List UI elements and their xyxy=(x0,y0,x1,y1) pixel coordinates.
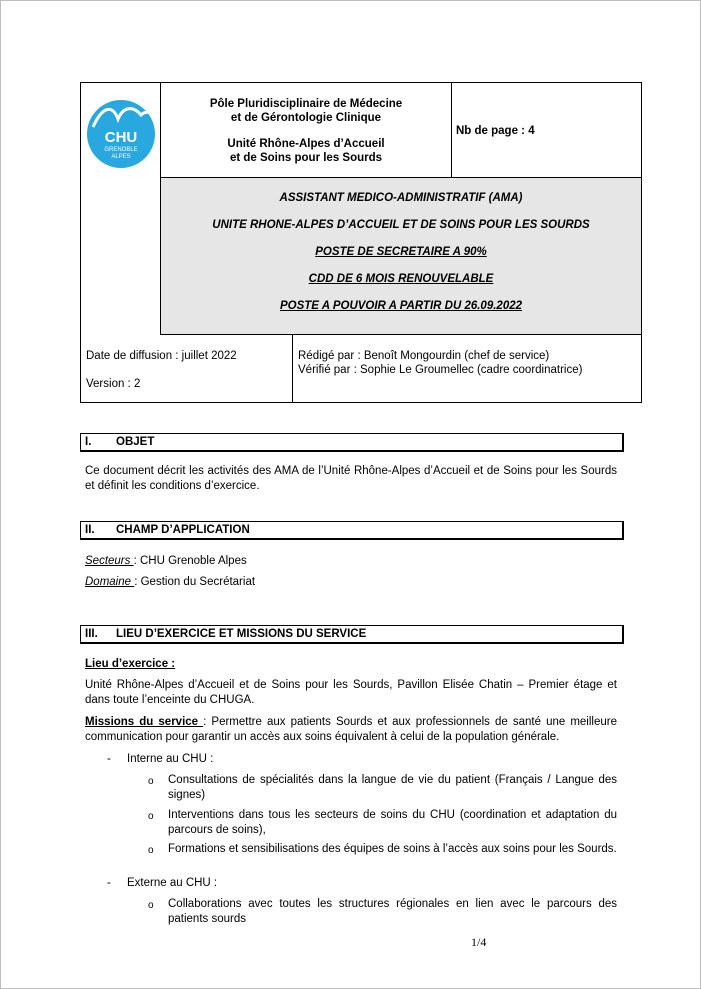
logo-text-sub1: GRENOBLE xyxy=(104,147,138,153)
list-item: Formations et sensibilisations des équipes de soins à l’accès aux soins pour les Sourds. xyxy=(168,843,617,855)
section-heading-champ xyxy=(80,521,624,540)
unit-line-2: et de Soins pour les Sourds xyxy=(229,152,383,164)
section-title: CHAMP D’APPLICATION xyxy=(116,524,250,536)
list-bullet: o xyxy=(148,811,154,822)
logo-text-sub2: ALPES xyxy=(111,154,131,160)
domaine-value: : Gestion du Secrétariat xyxy=(134,576,256,588)
missions-text: : Permettre aux patients Sourds et aux professionnels de santé une meilleure communication pour garantir un accès aux soins équivalent à celui de la population générale. xyxy=(85,716,617,743)
interne-label: Interne au CHU : xyxy=(127,753,214,765)
page-number: 1/4 xyxy=(471,935,487,949)
pole-line-2: et de Gérontologie Clinique xyxy=(230,112,382,124)
date-poste-line: POSTE A POUVOIR A PARTIR DU 26.09.2022 xyxy=(280,300,522,312)
logo-cell xyxy=(81,83,161,335)
unit-line-1: Unité Rhône-Alpes d’Accueil xyxy=(227,138,385,150)
secteurs-line xyxy=(85,554,247,569)
header-table xyxy=(80,82,642,403)
secteurs-value: : CHU Grenoble Alpes xyxy=(133,555,247,567)
pole-line-1: Pôle Pluridisciplinaire de Médecine xyxy=(209,98,403,110)
section-title: LIEU D’EXERCICE ET MISSIONS DU SERVICE xyxy=(116,628,367,640)
version: Version : 2 xyxy=(86,378,141,390)
job-title-block xyxy=(161,178,641,335)
list-bullet: o xyxy=(148,900,154,911)
externe-label: Externe au CHU : xyxy=(127,877,218,889)
pole-unit-cell xyxy=(161,83,452,178)
section-number: I. xyxy=(85,436,92,448)
missions-label: Missions du service xyxy=(85,716,204,728)
logo-text-main: CHU xyxy=(104,129,138,146)
job-title: ASSISTANT MEDICO-ADMINISTRATIF (AMA) xyxy=(279,192,523,204)
verifie-par: Vérifié par : Sophie Le Groumellec (cadre coordinatrice) xyxy=(298,364,583,376)
lieu-label: Lieu d’exercice : xyxy=(85,658,176,670)
section-heading-lieu xyxy=(80,625,624,644)
contrat-line: CDD DE 6 MOIS RENOUVELABLE xyxy=(308,273,494,285)
lieu-paragraph: Unité Rhône-Alpes d’Accueil et de Soins pour les Sourds, Pavillon Elisée Chatin – Premier étage et dans toute l’enceinte du CHUGA. xyxy=(85,679,617,706)
unit-title: UNITE RHONE-ALPES D’ACCUEIL ET DE SOINS POUR LES SOURDS xyxy=(212,219,590,231)
author-cell xyxy=(293,335,641,402)
section-number: II. xyxy=(85,524,95,536)
list-bullet: o xyxy=(148,776,154,787)
list-item: Interventions dans tous les secteurs de soins du CHU (coordination et adaptation du parcours de soins), xyxy=(168,809,617,836)
list-dash: - xyxy=(107,753,111,765)
domaine-line xyxy=(85,575,255,590)
objet-paragraph: Ce document décrit les activités des AMA de l’Unité Rhône-Alpes d’Accueil et de Soins pour les Sourds et définit les conditions d’exercice. xyxy=(85,465,617,492)
diffusion-cell xyxy=(81,335,293,402)
list-item: Consultations de spécialités dans la langue de vie du patient (Français / Langue des signes) xyxy=(168,774,617,801)
chu-grenoble-logo xyxy=(85,97,157,169)
list-bullet: o xyxy=(148,845,154,856)
date-diffusion: Date de diffusion : juillet 2022 xyxy=(86,350,237,362)
section-number: III. xyxy=(85,628,98,640)
domaine-label: Domaine xyxy=(85,576,135,588)
section-heading-objet xyxy=(80,433,624,452)
section-title: OBJET xyxy=(116,436,155,448)
page-count: Nb de page : 4 xyxy=(452,83,641,178)
missions-paragraph xyxy=(85,715,617,745)
poste-line: POSTE DE SECRETAIRE A 90% xyxy=(315,246,487,258)
list-item: Collaborations avec toutes les structures régionales en lien avec le parcours des patients sourds xyxy=(168,898,617,925)
secteurs-label: Secteurs xyxy=(85,555,134,567)
list-dash: - xyxy=(107,877,111,889)
redige-par: Rédigé par : Benoît Mongourdin (chef de service) xyxy=(298,350,550,362)
